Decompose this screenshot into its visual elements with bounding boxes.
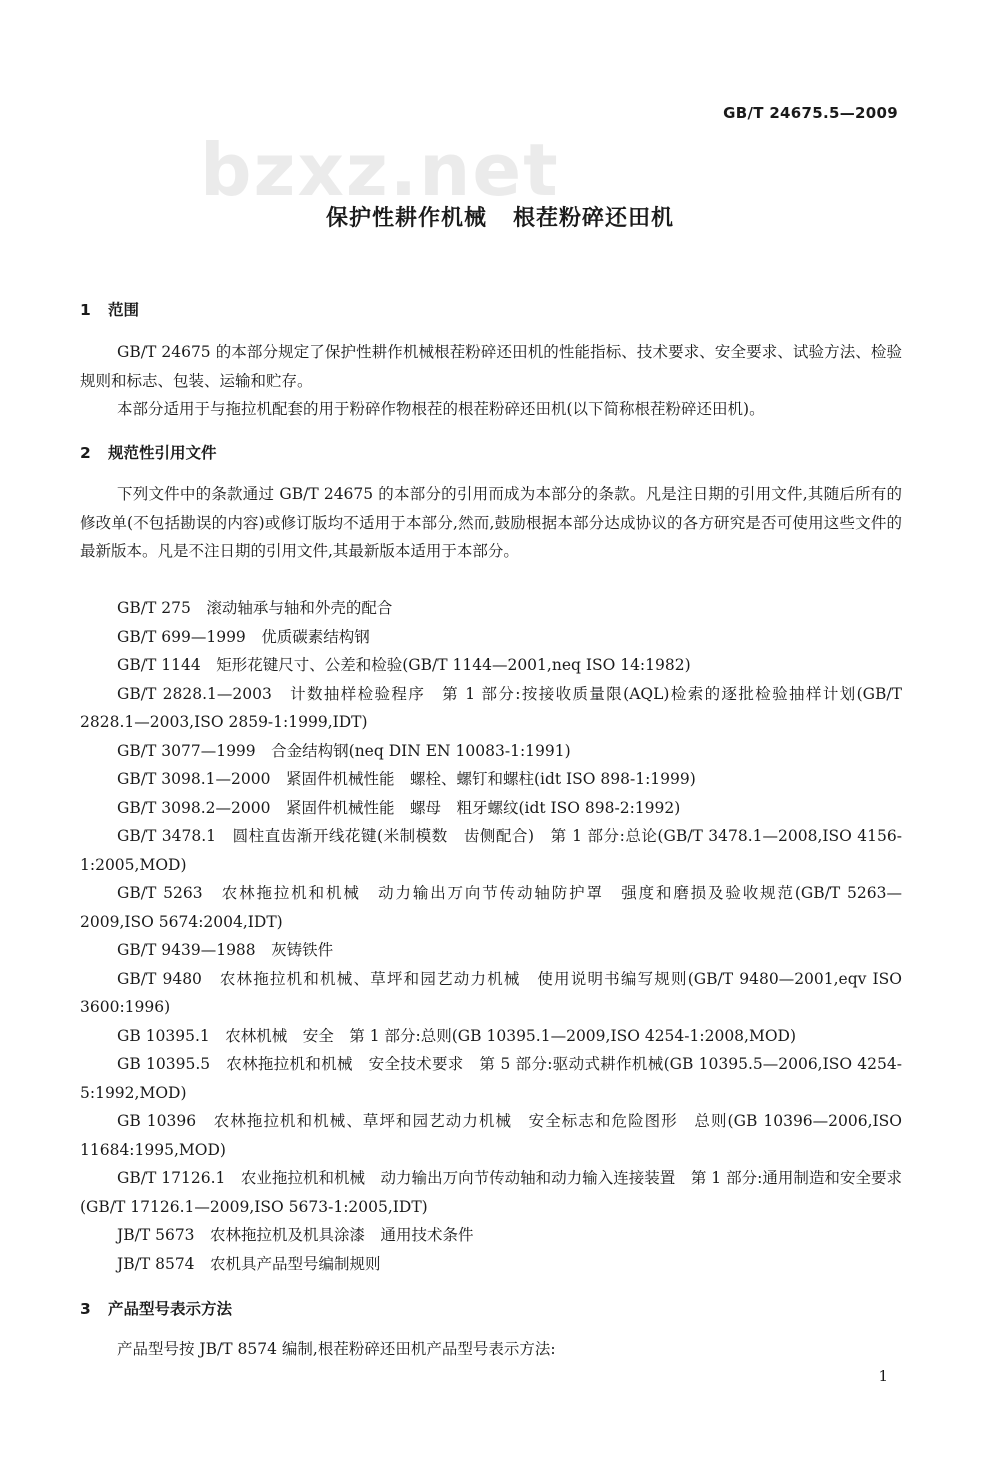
- page-number: 1: [878, 1367, 888, 1385]
- reference-item: GB/T 699—1999 优质碳素结构钢: [117, 627, 370, 646]
- title-part-2: 根茬粉碎还田机: [513, 206, 675, 231]
- section-1-paragraph-2: 本部分适用于与拖拉机配套的用于粉碎作物根茬的根茬粉碎还田机(以下简称根茬粉碎还田机)。: [117, 400, 765, 418]
- reference-item: GB/T 3478.1 圆柱直齿渐开线花键(米制模数 齿侧配合) 第 1 部分:总论(GB/T 3478.1—2008,ISO 4156-1:2005,MOD): [80, 827, 902, 874]
- reference-item: GB/T 9439—1988 灰铸铁件: [117, 941, 334, 959]
- section-1-heading: [80, 298, 139, 320]
- reference-item: GB/T 2828.1—2003 计数抽样检验程序 第 1 部分:按接收质量限(AQL)检索的逐批检验抽样计划(GB/T 2828.1—2003,ISO 2859-1:1999,IDT): [80, 684, 902, 731]
- reference-list: [80, 594, 902, 1278]
- section-3-paragraph: 产品型号按 JB/T 8574 编制,根茬粉碎还田机产品型号表示方法:: [117, 1340, 556, 1358]
- section-title: 范围: [108, 301, 140, 319]
- section-1-paragraph-1: GB/T 24675 的本部分规定了保护性耕作机械根茬粉碎还田机的性能指标、技术要求、安全要求、试验方法、检验规则和标志、包装、运输和贮存。: [80, 343, 902, 390]
- reference-item: GB/T 17126.1 农业拖拉机和机械 动力输出万向节传动轴和动力输入连接装置 第 1 部分:通用制造和安全要求(GB/T 17126.1—2009,ISO 5673-1:2005,IDT): [80, 1169, 902, 1216]
- section-number: 2: [80, 444, 91, 462]
- section-number: 1: [80, 301, 91, 319]
- reference-item: GB 10395.1 农林机械 安全 第 1 部分:总则(GB 10395.1—2009,ISO 4254-1:2008,MOD): [117, 1026, 797, 1045]
- watermark: bzxz.net: [200, 128, 560, 212]
- reference-item: GB/T 3077—1999 合金结构钢(neq DIN EN 10083-1:1991): [117, 741, 571, 760]
- reference-item: GB/T 275 滚动轴承与轴和外壳的配合: [117, 599, 393, 617]
- reference-item: JB/T 5673 农林拖拉机及机具涂漆 通用技术条件: [117, 1226, 474, 1244]
- reference-item: GB/T 3098.1—2000 紧固件机械性能 螺栓、螺钉和螺柱(idt ISO 898-1:1999): [117, 770, 696, 788]
- reference-item: GB/T 5263 农林拖拉机和机械 动力输出万向节传动轴防护罩 强度和磨损及验收规范(GB/T 5263—2009,ISO 5674:2004,IDT): [80, 884, 902, 931]
- section-2-intro: 下列文件中的条款通过 GB/T 24675 的本部分的引用而成为本部分的条款。凡是注日期的引用文件,其随后所有的修改单(不包括勘误的内容)或修订版均不适用于本部分,然而,鼓励根据本部分达成协议的各方研究是否可使用这些文件的最新版本。凡是不注日期的引用文件,其最新版本适用于本部分。: [80, 485, 902, 560]
- reference-item: GB 10396 农林拖拉机和机械、草坪和园艺动力机械 安全标志和危险图形 总则(GB 10396—2006,ISO 11684:1995,MOD): [80, 1112, 902, 1159]
- section-title: 产品型号表示方法: [108, 1300, 233, 1318]
- section-3-heading: [80, 1297, 232, 1319]
- section-title: 规范性引用文件: [108, 444, 217, 462]
- standard-code: GB/T 24675.5—2009: [723, 104, 898, 122]
- reference-item: GB/T 9480 农林拖拉机和机械、草坪和园艺动力机械 使用说明书编写规则(GB/T 9480—2001,eqv ISO 3600:1996): [80, 969, 902, 1016]
- reference-item: GB/T 3098.2—2000 紧固件机械性能 螺母 粗牙螺纹(idt ISO 898-2:1992): [117, 798, 681, 817]
- section-2-heading: [80, 441, 217, 463]
- reference-item: GB/T 1144 矩形花键尺寸、公差和检验(GB/T 1144—2001,neq ISO 14:1982): [117, 656, 691, 674]
- page-title: [0, 201, 1000, 232]
- section-number: 3: [80, 1300, 91, 1318]
- reference-item: JB/T 8574 农机具产品型号编制规则: [117, 1254, 381, 1273]
- title-part-1: 保护性耕作机械: [325, 206, 487, 231]
- reference-item: GB 10395.5 农林拖拉机和机械 安全技术要求 第 5 部分:驱动式耕作机械(GB 10395.5—2006,ISO 4254-5:1992,MOD): [80, 1055, 902, 1102]
